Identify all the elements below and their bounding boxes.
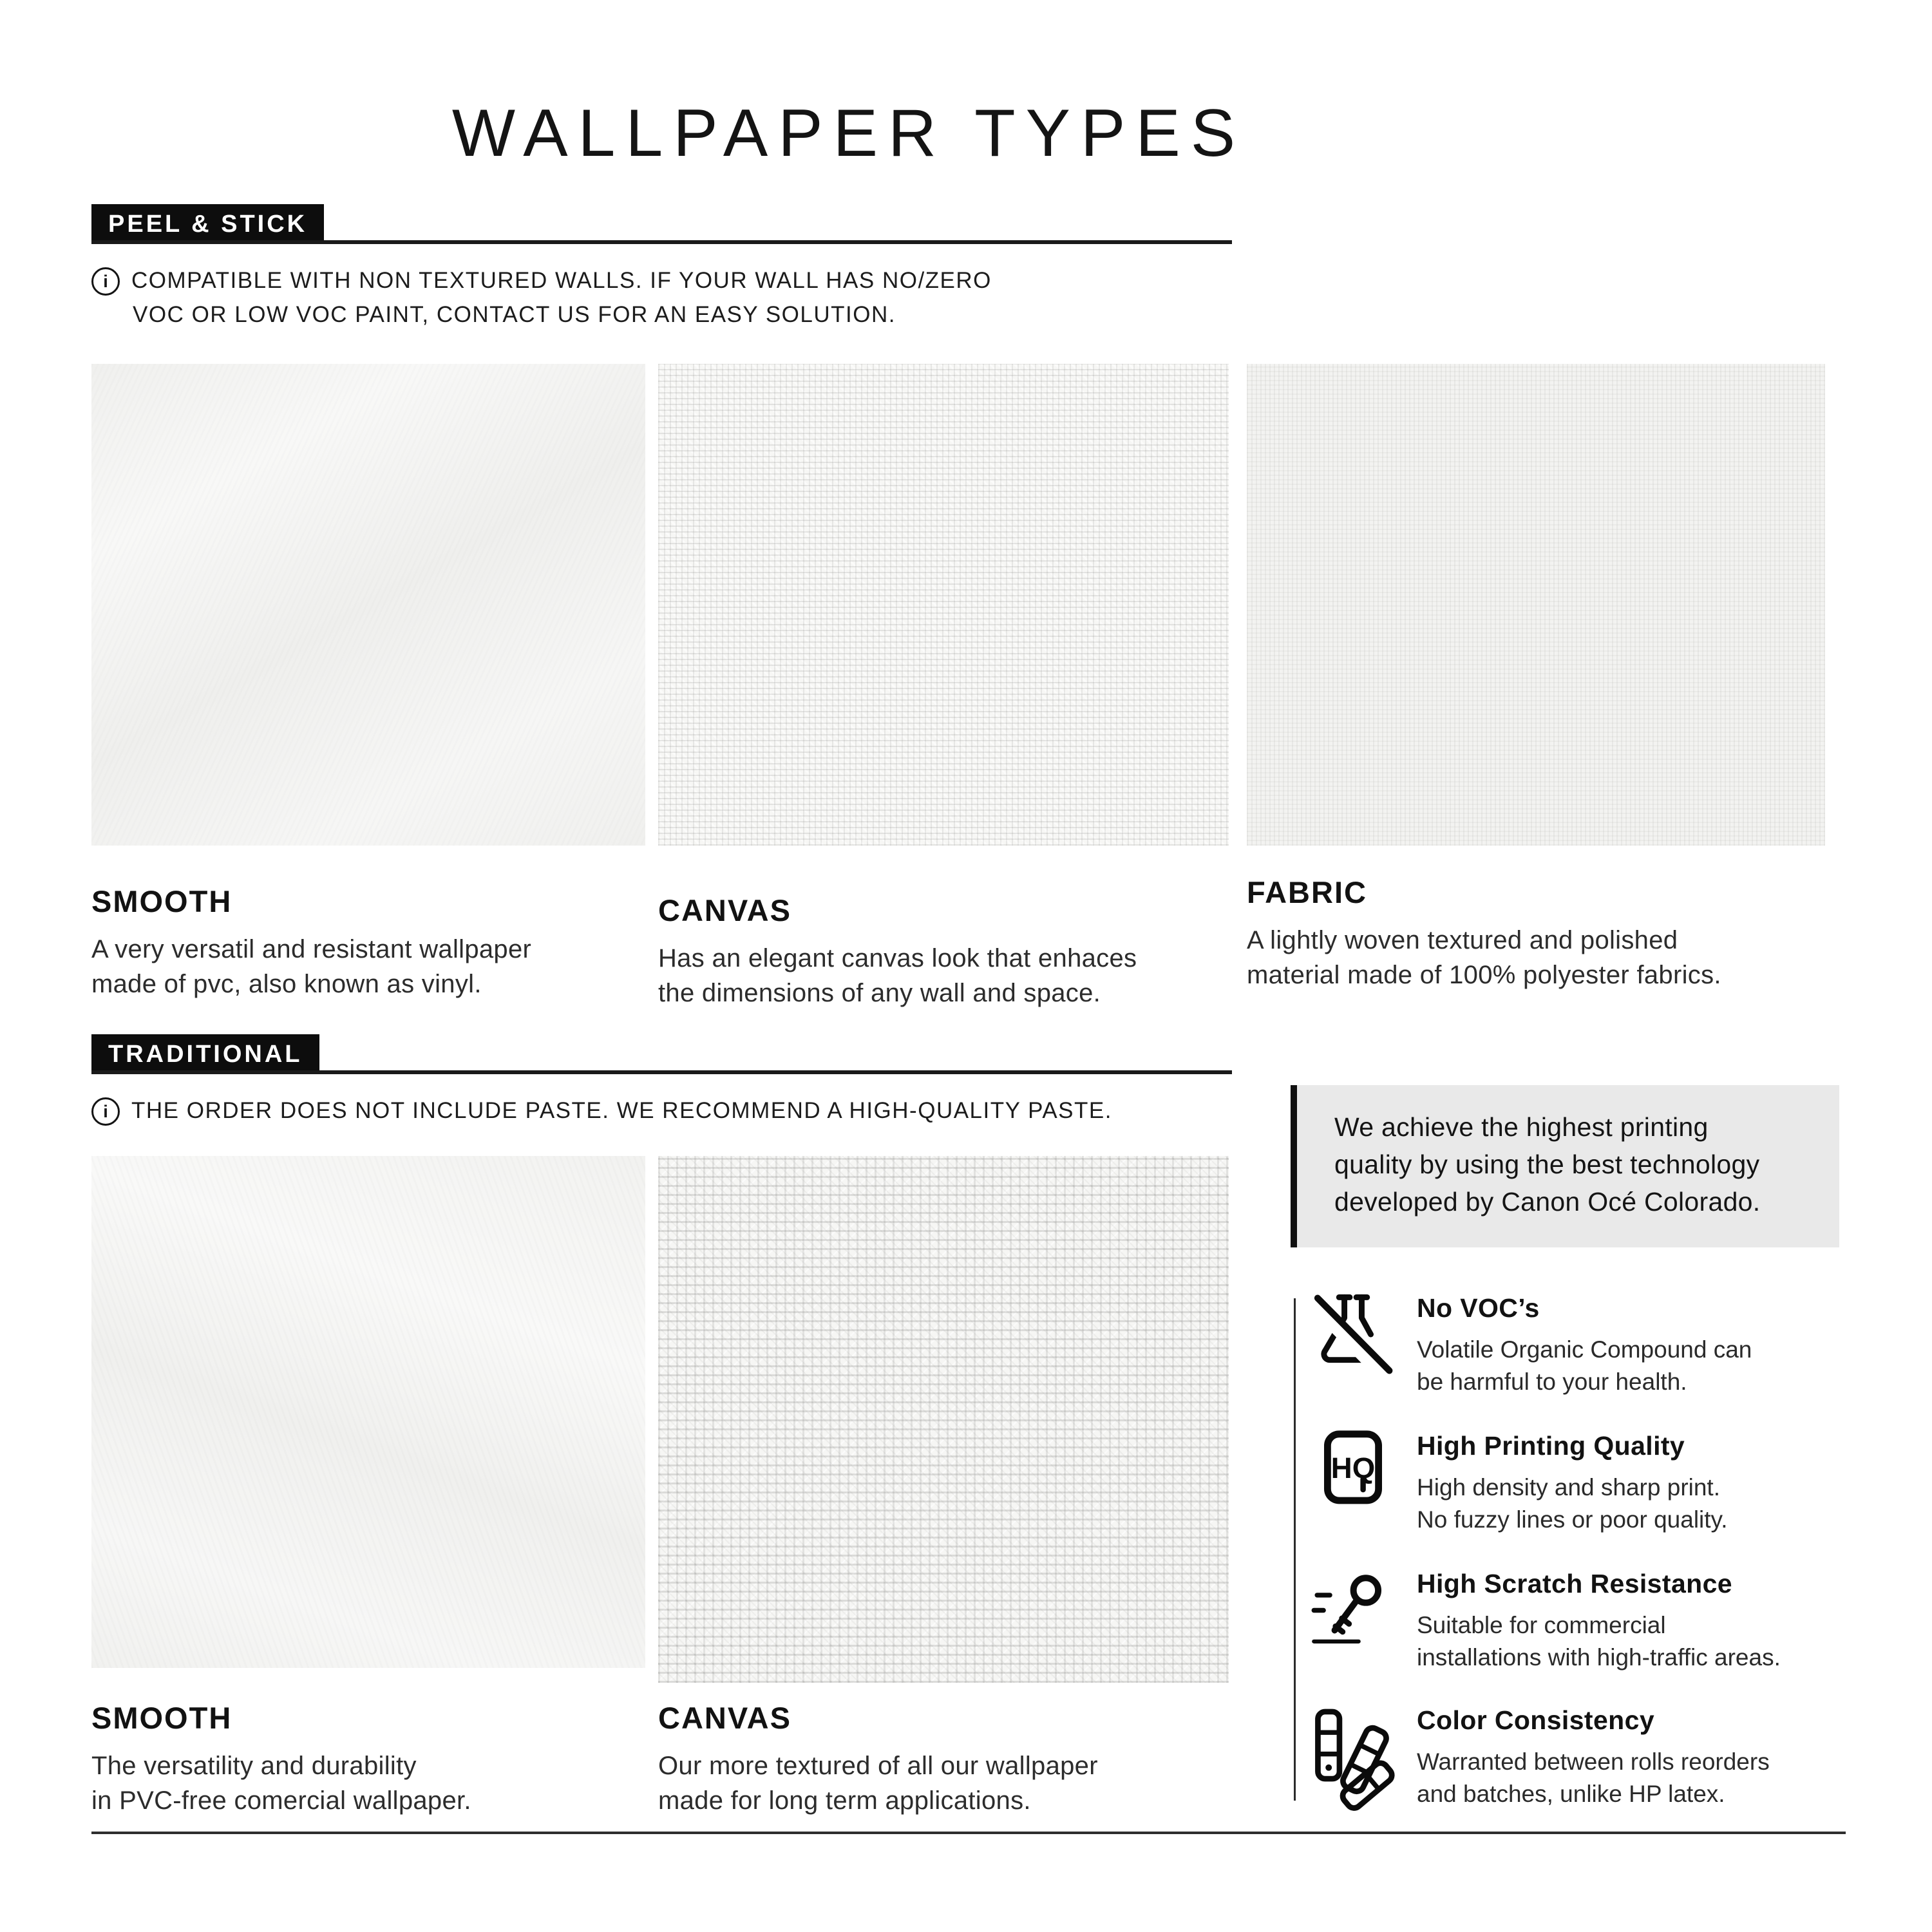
fabric-heading: FABRIC xyxy=(1247,875,1367,909)
feature-description-line1: Warranted between rolls reorders xyxy=(1417,1748,1770,1775)
color-swatches-icon xyxy=(1311,1705,1395,1810)
feature-no-voc xyxy=(1311,1293,1868,1398)
traditional-smooth-description-line1: The versatility and durability xyxy=(91,1752,417,1780)
peel-stick-note-line1: COMPATIBLE WITH NON TEXTURED WALLS. IF YOUR WALL HAS NO/ZERO xyxy=(131,268,992,293)
smooth-description-line2: made of pvc, also known as vinyl. xyxy=(91,970,482,998)
feature-color-consistency xyxy=(1311,1705,1868,1810)
traditional-note xyxy=(91,1096,1112,1126)
bottom-rule xyxy=(91,1832,1846,1834)
smooth-caption xyxy=(91,884,531,1001)
smooth-heading: SMOOTH xyxy=(91,884,232,918)
canvas-texture-image xyxy=(658,1156,1229,1683)
traditional-smooth-caption xyxy=(91,1700,471,1818)
smooth-description-line1: A very versatil and resistant wallpaper xyxy=(91,935,532,963)
traditional-canvas-heading: CANVAS xyxy=(658,1701,791,1735)
peel-stick-section-label: PEEL & STICK xyxy=(91,204,324,244)
canvas-description-line1: Has an elegant canvas look that enhaces xyxy=(658,944,1137,972)
info-icon xyxy=(91,1097,120,1126)
traditional-section-label: TRADITIONAL xyxy=(91,1034,319,1074)
smooth-texture-image xyxy=(91,1156,645,1668)
feature-description-line2: installations with high-traffic areas. xyxy=(1417,1644,1781,1671)
smooth-texture-image xyxy=(91,364,645,846)
hq-badge-icon xyxy=(1311,1431,1395,1536)
canvas-heading: CANVAS xyxy=(658,893,791,927)
peel-stick-section-rule xyxy=(91,240,1232,244)
fabric-caption xyxy=(1247,875,1721,992)
quality-note-line2: quality by using the best technology xyxy=(1334,1150,1760,1179)
traditional-canvas-description-line1: Our more textured of all our wallpaper xyxy=(658,1752,1098,1780)
traditional-smooth-heading: SMOOTH xyxy=(91,1701,232,1735)
traditional-note-text: THE ORDER DOES NOT INCLUDE PASTE. WE RECOMMEND A HIGH-QUALITY PASTE. xyxy=(131,1098,1112,1123)
feature-description-line2: and batches, unlike HP latex. xyxy=(1417,1781,1725,1807)
key-scratch-icon xyxy=(1311,1569,1395,1674)
feature-description-line2: No fuzzy lines or poor quality. xyxy=(1417,1506,1728,1533)
traditional-canvas-description-line2: made for long term applications. xyxy=(658,1786,1031,1815)
no-voc-flask-icon xyxy=(1311,1293,1395,1398)
fabric-texture-image xyxy=(1247,364,1825,846)
feature-high-printing-quality xyxy=(1311,1431,1868,1536)
feature-title: Color Consistency xyxy=(1417,1705,1655,1735)
quality-panel xyxy=(1297,1085,1839,1247)
feature-title: No VOC’s xyxy=(1417,1293,1540,1323)
traditional-smooth-description-line2: in PVC-free comercial wallpaper. xyxy=(91,1786,471,1815)
feature-high-scratch-resistance xyxy=(1311,1569,1868,1674)
feature-description-line2: be harmful to your health. xyxy=(1417,1368,1687,1395)
traditional-canvas-caption xyxy=(658,1700,1098,1818)
features-divider-rule xyxy=(1294,1298,1296,1801)
quality-panel-accent-bar xyxy=(1291,1085,1297,1247)
quality-note-line3: developed by Canon Océ Colorado. xyxy=(1334,1187,1761,1217)
feature-title: High Scratch Resistance xyxy=(1417,1569,1732,1598)
peel-stick-note-line2: VOC OR LOW VOC PAINT, CONTACT US FOR AN EASY SOLUTION. xyxy=(133,302,896,327)
canvas-texture-image xyxy=(658,364,1229,846)
canvas-caption xyxy=(658,893,1137,1010)
quality-note-line1: We achieve the highest printing xyxy=(1334,1112,1709,1142)
fabric-description-line2: material made of 100% polyester fabrics. xyxy=(1247,961,1721,989)
page-title: WALLPAPER TYPES xyxy=(451,96,1246,171)
peel-stick-note xyxy=(91,266,992,296)
fabric-description-line1: A lightly woven textured and polished xyxy=(1247,926,1678,954)
feature-description-line1: Suitable for commercial xyxy=(1417,1612,1666,1638)
feature-description-line1: High density and sharp print. xyxy=(1417,1474,1720,1501)
svg-text:HQ: HQ xyxy=(1331,1452,1376,1485)
feature-title: High Printing Quality xyxy=(1417,1431,1685,1461)
canvas-description-line2: the dimensions of any wall and space. xyxy=(658,979,1101,1007)
feature-description-line1: Volatile Organic Compound can xyxy=(1417,1336,1752,1363)
info-icon xyxy=(91,267,120,296)
traditional-section-rule xyxy=(91,1070,1232,1074)
